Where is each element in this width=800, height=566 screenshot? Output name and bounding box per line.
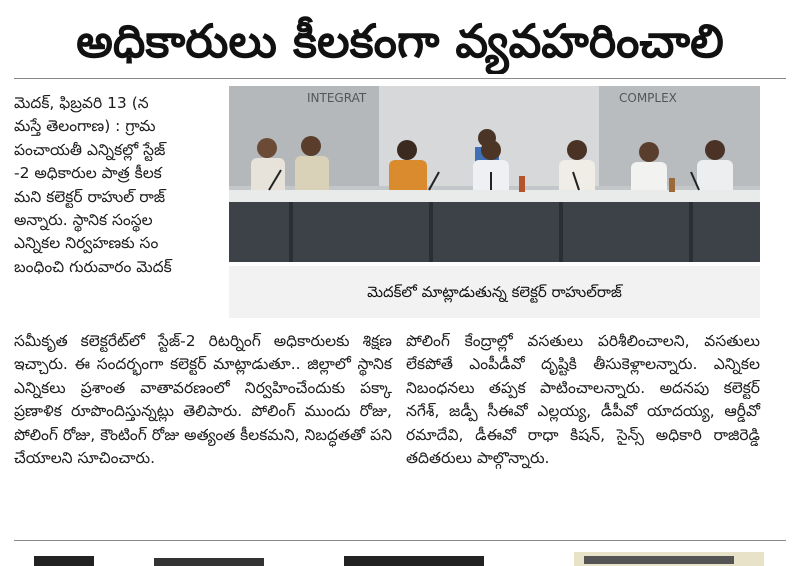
intro-line: అన్నారు. స్థానిక సంస్థల xyxy=(14,211,153,230)
body-left-paragraph: సమీకృత కలెక్టరేట్‌లో స్టేజ్-2 రిటర్నింగ్ అధికారులకు శిక్షణ ఇచ్చారు. ఈ సందర్భంగా కలెక్టర్ మాట్లాడుతూ.. జిల్లాలో స్థానిక ఎన్నికలు ప్రశాంత వాతావరణంలో నిర్వహించేందుకు పక్కా ప్రణాళిక రూపొందిస్తున్నట్లు తెలిపారు. పోలింగ్ ముందు రోజు, పోలింగ్ రోజు, కౌంటింగ్ రోజు అత్యంత కీలకమని, నిబద్ధతతో పని చేయాలని సూచించారు. xyxy=(14,332,392,468)
photo-caption: మెదక్‌లో మాట్లాడుతున్న కలెక్టర్ రాహుల్‌రాజ్ xyxy=(229,266,760,318)
intro-line: మస్తే తెలంగాణ) : గ్రామ xyxy=(14,117,156,136)
intro-line: -2 అధికారుల పాత్ర కీలక xyxy=(14,164,162,183)
intro-line: పంచాయతీ ఎన్నికల్లో స్టేజ్ xyxy=(14,140,166,159)
body-right-paragraph: పోలింగ్ కేంద్రాల్లో వసతులు పరిశీలించాలని, వసతులు లేకపోతే ఎంపీడీవో దృష్టికి తీసుకెళ్లాలన్నారు. ఎన్నికల నిబంధనలు తప్పక పాటించాలన్నారు. అదనపు కలెక్టర్ నగేశ్, జడ్పీ సీఈవో ఎల్లయ్య, డీపీవో యాదయ్య, ఆర్డీవో రమాదేవి, డీఈవో రాధా కిషన్, సైన్స్ అధికారి రాజిరెడ్డి తదితరులు పాల్గొన్నారు. xyxy=(406,332,760,468)
headline-rule xyxy=(14,78,786,79)
intro-column xyxy=(14,92,222,279)
wall-text-right: COMPLEX xyxy=(619,91,677,105)
article-bottom-rule xyxy=(14,540,786,541)
body-left-column xyxy=(14,330,392,470)
body-right-column xyxy=(406,330,760,470)
intro-line: మెదక్, ఫిబ్రవరి 13 (న xyxy=(14,94,149,112)
wall-text-left: INTEGRAT xyxy=(307,91,367,105)
news-photo xyxy=(229,86,760,262)
intro-line: మని కలెక్టర్ రాహుల్ రాజ్ xyxy=(14,187,166,206)
headline: అధికారులు కీలకంగా వ్యవహరించాలి xyxy=(76,14,724,68)
next-article-cutoff xyxy=(14,548,786,566)
intro-line: బంధించి గురువారం మెదక్ xyxy=(14,257,172,276)
intro-line: ఎన్నికల నిర్వహణకు సం xyxy=(14,234,159,253)
